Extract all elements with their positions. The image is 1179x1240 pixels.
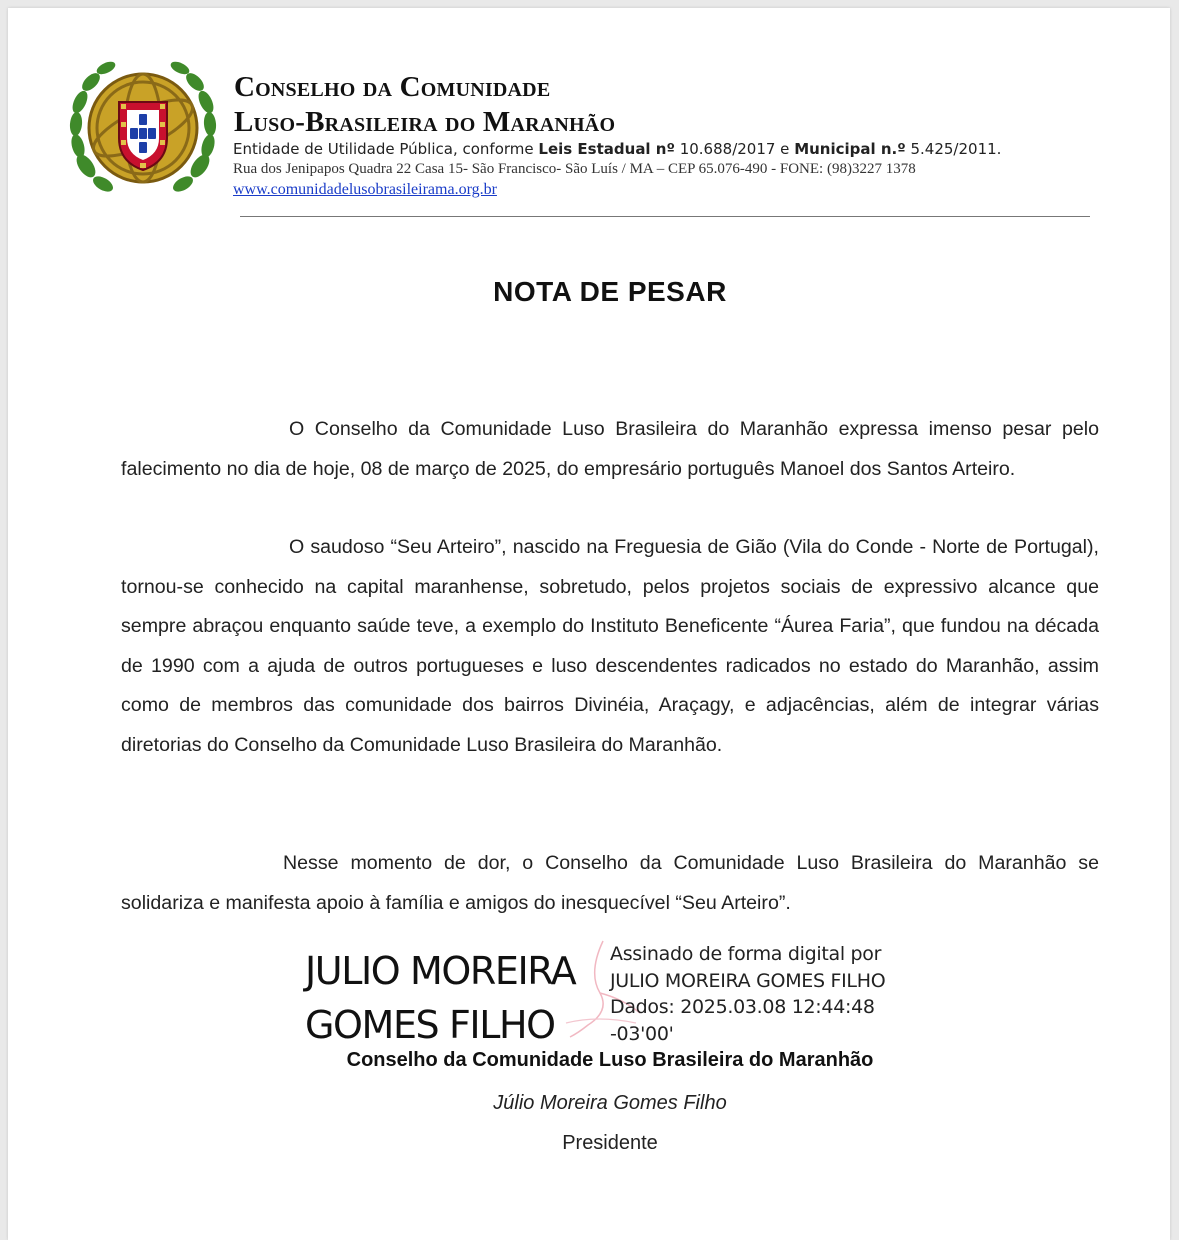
footer-signer-role: Presidente: [562, 1132, 658, 1154]
digital-signature-details: [610, 941, 910, 1047]
body-paragraph-2: O saudoso “Seu Arteiro”, nascido na Freguesia de Gião (Vila do Conde - Norte de Portugal), tornou-se conhecido na capital maranhense, sobretudo, pelos projetos sociais de expressivo alcance que sempre abraçou enquanto saúde teve, a exemplo do Instituto Beneficente “Áurea Faria”, que fundou na década de 1990 com a ajuda de outros portugueses e luso descendentes radicados no estado do Maranhão, assim como de membros das comunidade dos bairros Divinéia, Araçagy, e adjacências, além de integrar várias diretorias do Conselho da Comunidade Luso Brasileira do Maranhão.: [121, 536, 1099, 756]
utility-bold-2: Municipal n.º: [794, 140, 906, 158]
organization-name: [234, 70, 615, 140]
signature-detail-line1: Assinado de forma digital por: [610, 943, 882, 965]
header-divider: [240, 216, 1090, 217]
signature-name-line1: JULIO MOREIRA: [305, 949, 576, 993]
signature-name-line2: GOMES FILHO: [305, 1003, 555, 1047]
public-utility-statement: [233, 140, 1001, 158]
organization-name-line1: Conselho da Comunidade: [234, 71, 551, 103]
utility-text-2: 10.688/2017 e: [674, 140, 795, 158]
signature-detail-line2: JULIO MOREIRA GOMES FILHO: [610, 969, 886, 992]
utility-bold-1: Leis Estadual nº: [538, 140, 675, 158]
signature-detail-line3: Dados: 2025.03.08 12:44:48: [610, 996, 875, 1018]
body-paragraph-3: Nesse momento de dor, o Conselho da Comunidade Luso Brasileira do Maranhão se solidariza e manifesta apoio à família e amigos do inesquecível “Seu Arteiro”.: [121, 852, 1099, 914]
coat-of-arms-seal-icon: [58, 46, 228, 211]
signature-detail-line4: -03'00': [610, 1022, 674, 1045]
utility-text-3: 5.425/2011.: [905, 140, 1002, 158]
utility-text-1: Entidade de Utilidade Pública, conforme: [233, 140, 539, 158]
document-page: [8, 8, 1170, 1240]
website-link[interactable]: www.comunidadelusobrasileirama.org.br: [233, 181, 497, 198]
footer-organization: Conselho da Comunidade Luso Brasileira do Maranhão: [346, 1049, 874, 1071]
body-paragraph-1: O Conselho da Comunidade Luso Brasileira do Maranhão expressa imenso pesar pelo falecimento no dia de hoje, 08 de março de 2025, do empresário português Manoel dos Santos Arteiro.: [121, 418, 1099, 480]
organization-name-line2: Luso-Brasileira do Maranhão: [234, 106, 616, 138]
address-line: Rua dos Jenipapos Quadra 22 Casa 15- São Francisco- São Luís / MA – CEP 65.076-490 - FONE: (98)3227 1378: [233, 161, 916, 177]
document-title: NOTA DE PESAR: [493, 276, 727, 307]
footer-signer-name: Júlio Moreira Gomes Filho: [493, 1092, 727, 1114]
